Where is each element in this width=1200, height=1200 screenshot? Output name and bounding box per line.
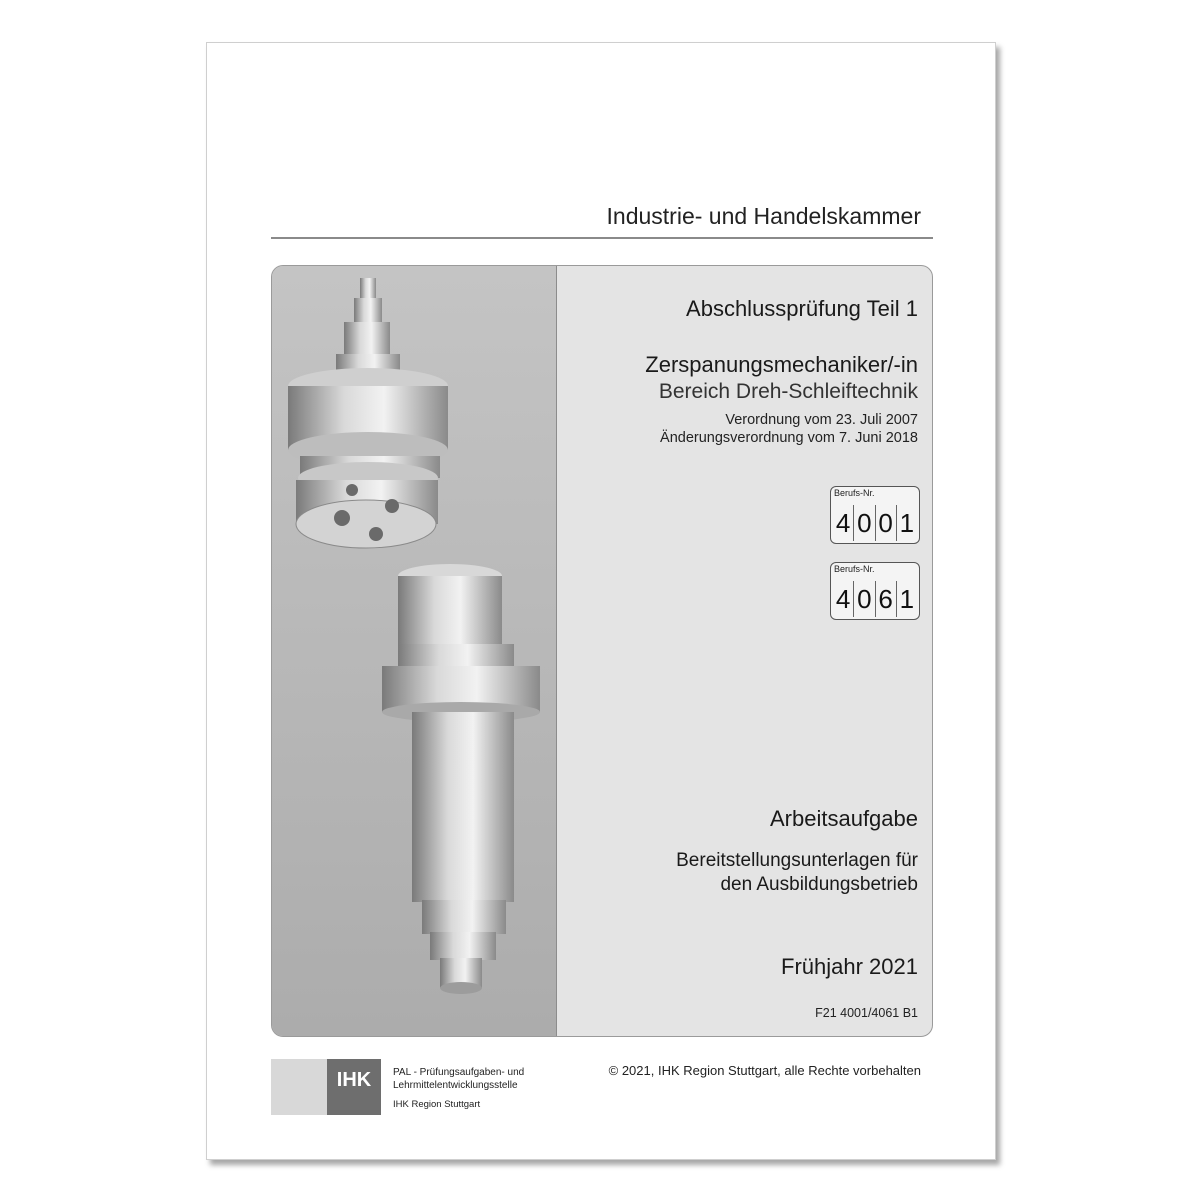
- berufs-digit: 4: [835, 508, 851, 538]
- berufs-number-label: Berufs-Nr.: [834, 488, 875, 498]
- task-subtitle-line-2: den Ausbildungsbetrieb: [720, 874, 918, 895]
- berufs-number-digits: [833, 581, 917, 617]
- regulation-date: Verordnung vom 23. Juli 2007: [725, 412, 918, 428]
- cover-text-area: [557, 266, 932, 1036]
- amendment-date: Änderungsverordnung vom 7. Juni 2018: [660, 430, 918, 446]
- occupation-title: Zerspanungsmechaniker/-in: [645, 352, 918, 377]
- workpiece-image: [272, 266, 556, 1036]
- logo-text-line-1: PAL - Prüfungsaufgaben- und: [393, 1067, 525, 1078]
- header-divider: [271, 237, 933, 239]
- logo-grey-block: [271, 1059, 327, 1115]
- berufs-number-box-1: [830, 486, 920, 544]
- cover-panel: [271, 265, 933, 1037]
- logo-text-line-3: IHK Region Stuttgart: [393, 1099, 481, 1110]
- occupation-area: Bereich Dreh-Schleiftechnik: [658, 380, 918, 403]
- berufs-digit: 1: [896, 505, 917, 541]
- organization-name: Industrie- und Handelskammer: [606, 203, 921, 229]
- workpiece-photo: [272, 266, 557, 1036]
- berufs-digit: 0: [853, 581, 874, 617]
- berufs-digit: 6: [875, 581, 896, 617]
- exam-title: Abschlussprüfung Teil 1: [686, 296, 918, 321]
- berufs-digit: 0: [853, 505, 874, 541]
- document-code: F21 4001/4061 B1: [815, 1006, 918, 1020]
- berufs-number-digits: [833, 505, 917, 541]
- copyright-notice: © 2021, IHK Region Stuttgart, alle Rechte vorbehalten: [608, 1063, 921, 1078]
- berufs-number-box-2: [830, 562, 920, 620]
- document-page: [206, 42, 996, 1160]
- task-subtitle-line-1: Bereitstellungsunterlagen für: [676, 850, 918, 871]
- berufs-digit: 1: [896, 581, 917, 617]
- logo-mark: IHK: [327, 1059, 381, 1115]
- berufs-number-label: Berufs-Nr.: [834, 564, 875, 574]
- ihk-logo: [271, 1059, 525, 1115]
- exam-term: Frühjahr 2021: [781, 954, 918, 979]
- logo-text-line-2: Lehrmittelentwicklungsstelle: [393, 1080, 518, 1091]
- task-title: Arbeitsaufgabe: [770, 806, 918, 831]
- berufs-digit: 0: [875, 505, 896, 541]
- berufs-digit: 4: [835, 584, 851, 614]
